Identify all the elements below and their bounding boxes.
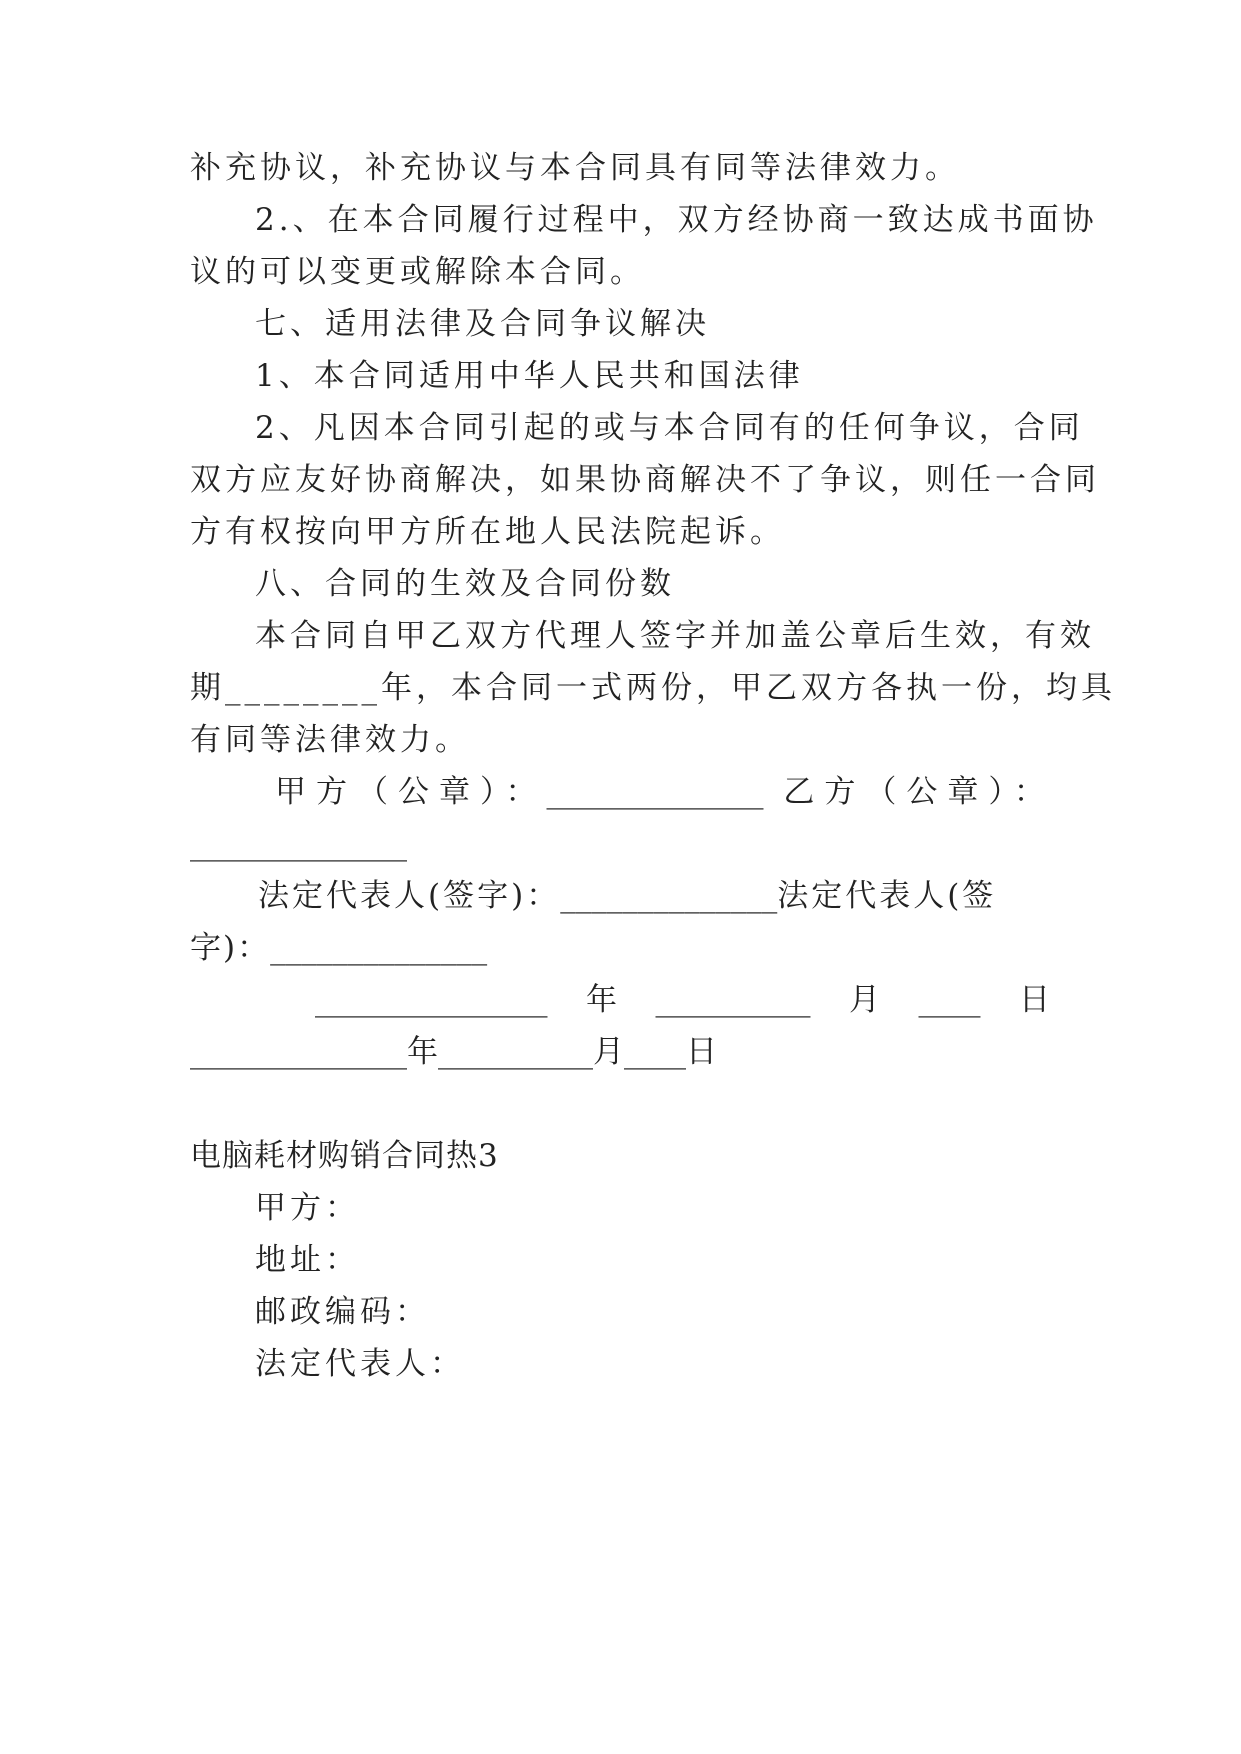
rep-b-label: 法定代表人(签 [777, 878, 997, 914]
rep-a-blank: ______________ [560, 878, 778, 914]
section-heading: 八、合同的生效及合同份数 [255, 566, 675, 602]
party-a-label: 甲方（公章）： [275, 774, 547, 810]
document-title: 电脑耗材购销合同热3 [190, 1138, 499, 1174]
representative-signature-cont [190, 928, 1050, 968]
paragraph-line: 双方应友好协商解决，如果协商解决不了争议，则任一合同 [190, 462, 1100, 498]
party-b-blank: ______________ [190, 826, 407, 862]
party-b-label: 乙方（公章）： [783, 774, 1055, 810]
date1-year: 年 [586, 982, 617, 1018]
paragraph-line: 有同等法律效力。 [190, 722, 470, 758]
field-label: 邮政编码： [255, 1294, 430, 1330]
field-label: 法定代表人： [255, 1346, 465, 1382]
representative-signature-line [258, 876, 1050, 916]
rep-b-label-cont: 字)： [190, 930, 271, 966]
field-label: 甲方： [255, 1190, 360, 1226]
paragraph-line: 2、凡因本合同引起的或与本合同有的任何争议，合同 [255, 410, 1084, 446]
date-line-2: ______________年__________月____日 [190, 1034, 717, 1070]
date1-day: 日 [1019, 982, 1050, 1018]
paragraph-line: 补充协议，补充协议与本合同具有同等法律效力。 [190, 150, 960, 186]
party-a-blank: ______________ [546, 774, 764, 810]
date1-day-blank: ____ [918, 982, 981, 1018]
paragraph-line: 期________年，本合同一式两份，甲乙双方各执一份，均具 [190, 670, 1116, 706]
rep-a-label: 法定代表人(签字)： [258, 878, 561, 914]
date1-month: 月 [849, 982, 880, 1018]
date1-year-blank: _______________ [315, 982, 548, 1018]
rep-b-blank: ______________ [270, 930, 488, 966]
paragraph-line: 本合同自甲乙双方代理人签字并加盖公章后生效，有效 [255, 618, 1095, 654]
date-line-1 [315, 980, 1050, 1020]
paragraph-line: 议的可以变更或解除本合同。 [190, 254, 645, 290]
paragraph-line: 方有权按向甲方所在地人民法院起诉。 [190, 514, 785, 550]
paragraph-line: 1、本合同适用中华人民共和国法律 [255, 358, 804, 394]
paragraph-line: 2.、在本合同履行过程中，双方经协商一致达成书面协 [255, 202, 1098, 238]
field-label: 地址： [255, 1242, 360, 1278]
party-signature-line [275, 772, 1055, 812]
section-heading: 七、适用法律及合同争议解决 [255, 306, 710, 342]
date1-month-blank: __________ [655, 982, 811, 1018]
